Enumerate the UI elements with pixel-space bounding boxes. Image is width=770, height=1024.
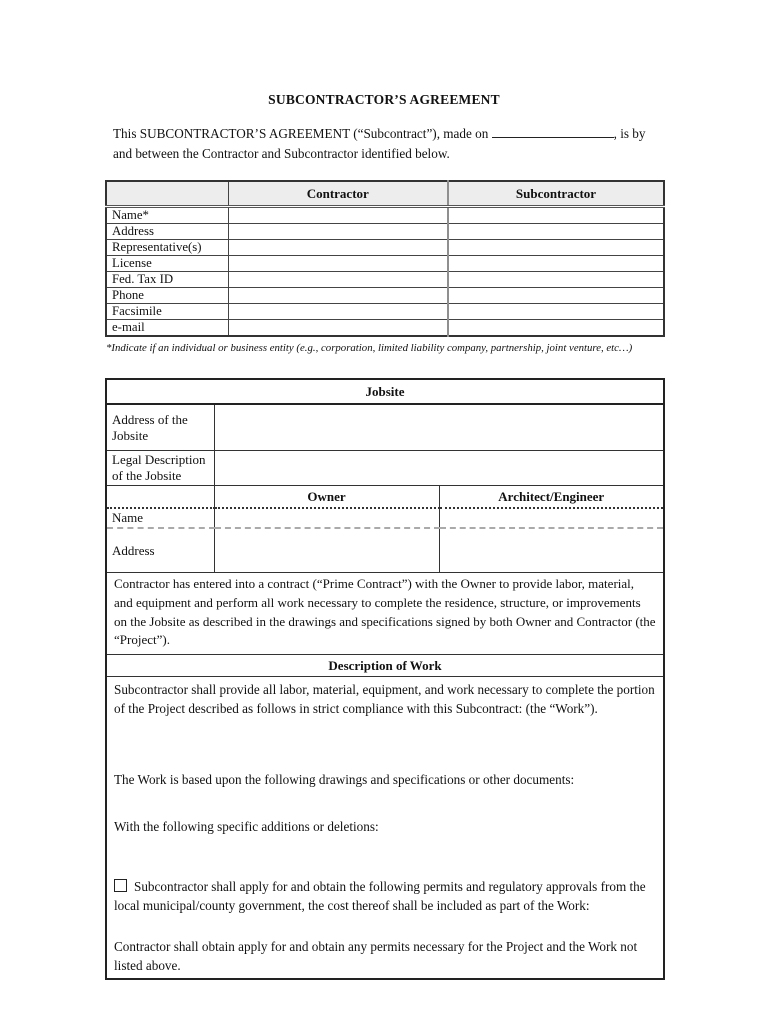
contractor-fed-tax-id-field[interactable] (228, 272, 448, 288)
owner-address-field[interactable] (214, 528, 439, 573)
owner-address-label: Address (106, 528, 214, 573)
contractor-permits-paragraph: Contractor shall obtain apply for and obtain any permits necessary for the Project and the Work not listed above. (114, 939, 638, 974)
table-row (106, 240, 664, 256)
work-description-area[interactable] (106, 677, 664, 980)
architect-address-field[interactable] (439, 528, 664, 573)
owner-name-field[interactable] (214, 508, 439, 528)
row-label-facsimile: Facsimile (106, 304, 228, 320)
jobsite-title-row (106, 379, 664, 404)
jobsite-address-label: Address of the Jobsite (106, 404, 214, 451)
table-row (106, 320, 664, 337)
row-label-representatives: Representative(s) (106, 240, 228, 256)
work-intro-paragraph: Subcontractor shall provide all labor, material, equipment, and work necessary to complete the portion of the Project described as follows in strict compliance with this Subcontract: (the “Work”). (114, 682, 655, 717)
subcontractor-name-field[interactable] (448, 207, 664, 224)
intro-paragraph (113, 124, 663, 163)
jobsite-legal-label: Legal Description of the Jobsite (106, 451, 214, 486)
parties-header-empty (106, 181, 228, 207)
intro-text-after: , is by and between the Contractor and Subcontractor identified below. (113, 126, 646, 161)
additions-line: With the following specific additions or deletions: (114, 819, 379, 835)
contractor-name-field[interactable] (228, 207, 448, 224)
subcontractor-fed-tax-id-field[interactable] (448, 272, 664, 288)
subcontractor-email-field[interactable] (448, 320, 664, 337)
jobsite-table (105, 378, 665, 980)
permits-checkbox-label: Subcontractor shall apply for and obtain the following permits and regulatory approvals from the local municipal/county government, the cost thereof shall be included as part of the Work: (114, 879, 646, 914)
row-label-phone: Phone (106, 288, 228, 304)
description-of-work-header-row (106, 655, 664, 677)
parties-header-contractor: Contractor (228, 181, 448, 207)
contractor-facsimile-field[interactable] (228, 304, 448, 320)
row-label-email: e-mail (106, 320, 228, 337)
row-label-address: Address (106, 224, 228, 240)
owner-header: Owner (214, 486, 439, 509)
architect-name-field[interactable] (439, 508, 664, 528)
document-title: SUBCONTRACTOR’S AGREEMENT (268, 92, 500, 107)
contractor-license-field[interactable] (228, 256, 448, 272)
contractor-representatives-field[interactable] (228, 240, 448, 256)
parties-table (105, 180, 665, 337)
prime-contract-row (106, 573, 664, 655)
description-of-work-header: Description of Work (106, 655, 664, 677)
row-label-license: License (106, 256, 228, 272)
table-row (106, 207, 664, 224)
document-content (105, 0, 663, 980)
architect-engineer-header: Architect/Engineer (439, 486, 664, 509)
row-label-name: Name* (106, 207, 228, 224)
subcontractor-address-field[interactable] (448, 224, 664, 240)
drawings-line: The Work is based upon the following drawings and specifications or other documents: (114, 772, 575, 788)
table-row (106, 288, 664, 304)
row-label-fed-tax-id: Fed. Tax ID (106, 272, 228, 288)
owner-architect-header-row (106, 486, 664, 509)
table-row (106, 224, 664, 240)
work-description-row (106, 677, 664, 980)
date-blank-field[interactable] (492, 124, 614, 138)
owner-name-label: Name (106, 508, 214, 528)
contractor-email-field[interactable] (228, 320, 448, 337)
jobsite-address-field[interactable] (214, 404, 664, 451)
table-row (106, 451, 664, 486)
subcontractor-facsimile-field[interactable] (448, 304, 664, 320)
table-row (106, 272, 664, 288)
permits-checkbox[interactable] (114, 879, 127, 892)
table-row (106, 508, 664, 528)
permits-paragraph (114, 877, 656, 915)
subcontractor-phone-field[interactable] (448, 288, 664, 304)
table-row (106, 404, 664, 451)
table-row (106, 256, 664, 272)
table-row (106, 528, 664, 573)
contractor-address-field[interactable] (228, 224, 448, 240)
subcontractor-license-field[interactable] (448, 256, 664, 272)
prime-contract-paragraph: Contractor has entered into a contract (“Prime Contract”) with the Owner to provide labor, material, and equipment and perform all work necessary to complete the residence, structure, or improvements on the Jobsite as described in the drawings and specifications signed by both Owner and Contractor (the “Project”). (106, 573, 664, 655)
parties-footnote: *Indicate if an individual or business entity (e.g., corporation, limited liability company, partnership, joint venture, etc…) (106, 342, 633, 354)
table-row (106, 304, 664, 320)
jobsite-legal-description-field[interactable] (214, 451, 664, 486)
intro-text-before: This SUBCONTRACTOR’S AGREEMENT (“Subcontract”), made on (113, 126, 492, 141)
subcontractor-representatives-field[interactable] (448, 240, 664, 256)
parties-header-row (106, 181, 664, 207)
parties-header-subcontractor: Subcontractor (448, 181, 664, 207)
subhead-empty-cell (106, 486, 214, 509)
contractor-phone-field[interactable] (228, 288, 448, 304)
jobsite-title: Jobsite (106, 379, 664, 404)
